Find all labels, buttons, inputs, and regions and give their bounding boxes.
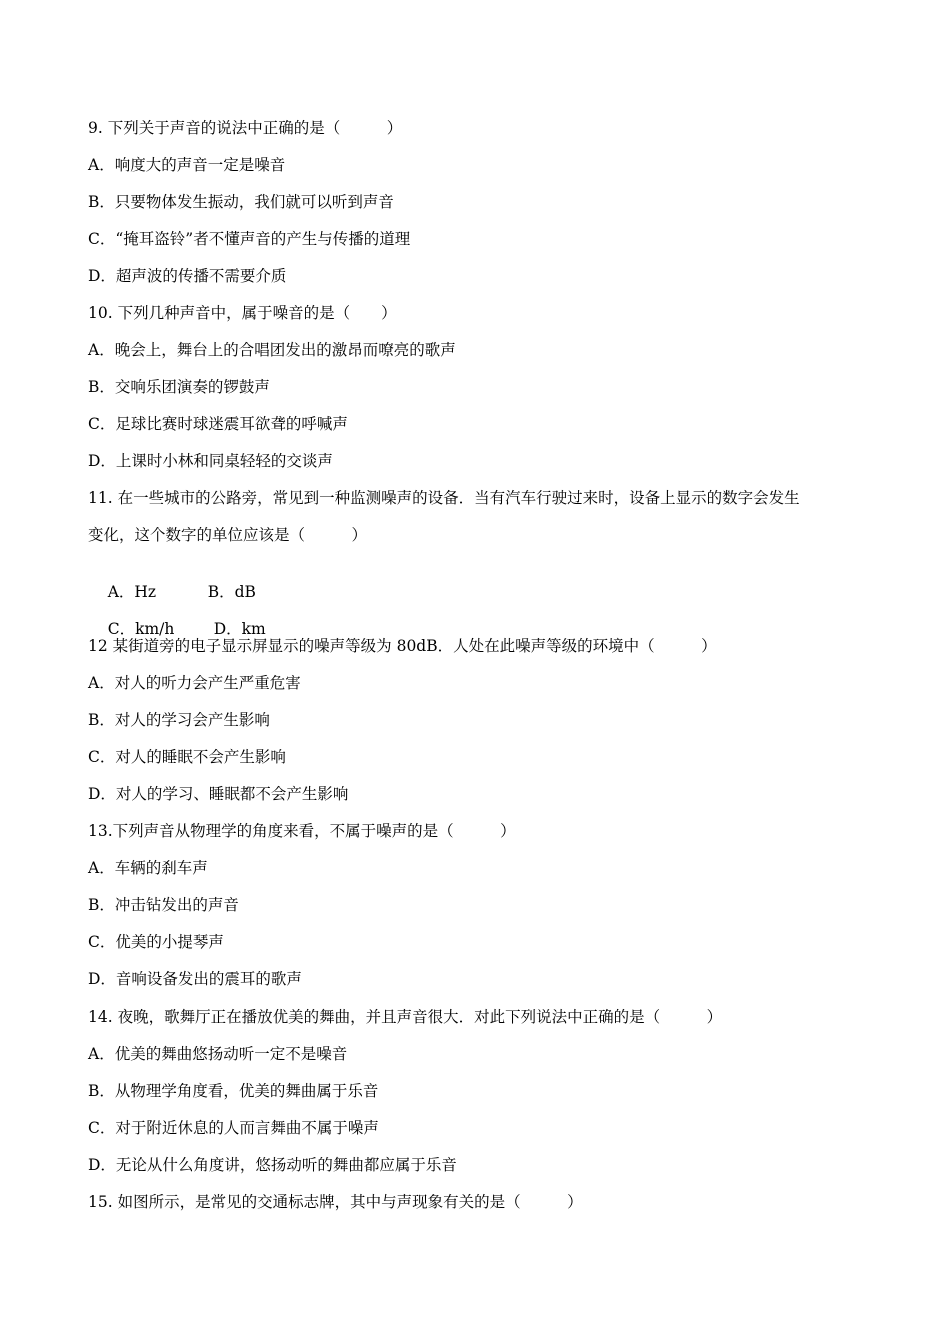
question-9-option-a: A．响度大的声音一定是噪音 [88, 156, 286, 174]
question-14-option-c: C．对于附近休息的人而言舞曲不属于噪声 [88, 1119, 379, 1137]
question-11-option-a: A．Hz [107, 583, 157, 601]
question-12-option-a: A．对人的听力会产生严重危害 [88, 674, 301, 692]
question-14-option-d: D．无论从什么角度讲，悠扬动听的舞曲都应属于乐音 [88, 1156, 457, 1174]
question-12-stem: 12 某街道旁的电子显示屏显示的噪声等级为 80dB．人处在此噪声等级的环境中（ ） [88, 637, 717, 655]
question-9-option-b: B．只要物体发生振动，我们就可以听到声音 [88, 193, 394, 211]
question-14-option-b: B．从物理学角度看，优美的舞曲属于乐音 [88, 1082, 379, 1100]
question-13-option-d: D．音响设备发出的震耳的歌声 [88, 970, 302, 988]
question-11-option-d: D．km [213, 620, 266, 638]
question-14-option-a: A．优美的舞曲悠扬动听一定不是噪音 [88, 1045, 348, 1063]
question-9-option-c: C．“掩耳盗铃”者不懂声音的产生与传播的道理 [88, 230, 411, 248]
question-14-stem: 14. 夜晚，歌舞厅正在播放优美的舞曲，并且声音很大．对此下列说法中正确的是（ ） [88, 1008, 723, 1026]
question-10-option-d: D．上课时小林和同桌轻轻的交谈声 [88, 452, 333, 470]
question-10-option-a: A．晚会上，舞台上的合唱团发出的激昂而嘹亮的歌声 [88, 341, 456, 359]
question-9-stem: 9. 下列关于声音的说法中正确的是（ ） [88, 119, 403, 137]
question-15-stem: 15. 如图所示，是常见的交通标志牌，其中与声现象有关的是（ ） [88, 1193, 583, 1211]
question-10-stem: 10. 下列几种声音中，属于噪音的是（ ） [88, 304, 397, 322]
question-12-option-c: C．对人的睡眠不会产生影响 [88, 748, 286, 766]
question-11-option-b: B．dB [207, 583, 256, 601]
question-12-option-d: D．对人的学习、睡眠都不会产生影响 [88, 785, 349, 803]
question-10-option-c: C．足球比赛时球迷震耳欲聋的呼喊声 [88, 415, 348, 433]
question-13-option-b: B．冲击钻发出的声音 [88, 896, 239, 914]
question-9-option-d: D．超声波的传播不需要介质 [88, 267, 287, 285]
question-11-stem-line1: 11. 在一些城市的公路旁，常见到一种监测噪声的设备．当有汽车行驶过来时，设备上显示的数字会发生 [88, 489, 800, 507]
question-11-stem-line2: 变化，这个数字的单位应该是（ ） [88, 526, 368, 544]
question-13-stem: 13.下列声音从物理学的角度来看，不属于噪声的是（ ） [88, 822, 516, 840]
question-10-option-b: B．交响乐团演奏的锣鼓声 [88, 378, 270, 396]
question-13-option-a: A．车辆的刹车声 [88, 859, 208, 877]
question-13-option-c: C．优美的小提琴声 [88, 933, 224, 951]
question-12-option-b: B．对人的学习会产生影响 [88, 711, 270, 729]
question-11-option-c: C．km/h [107, 620, 175, 638]
